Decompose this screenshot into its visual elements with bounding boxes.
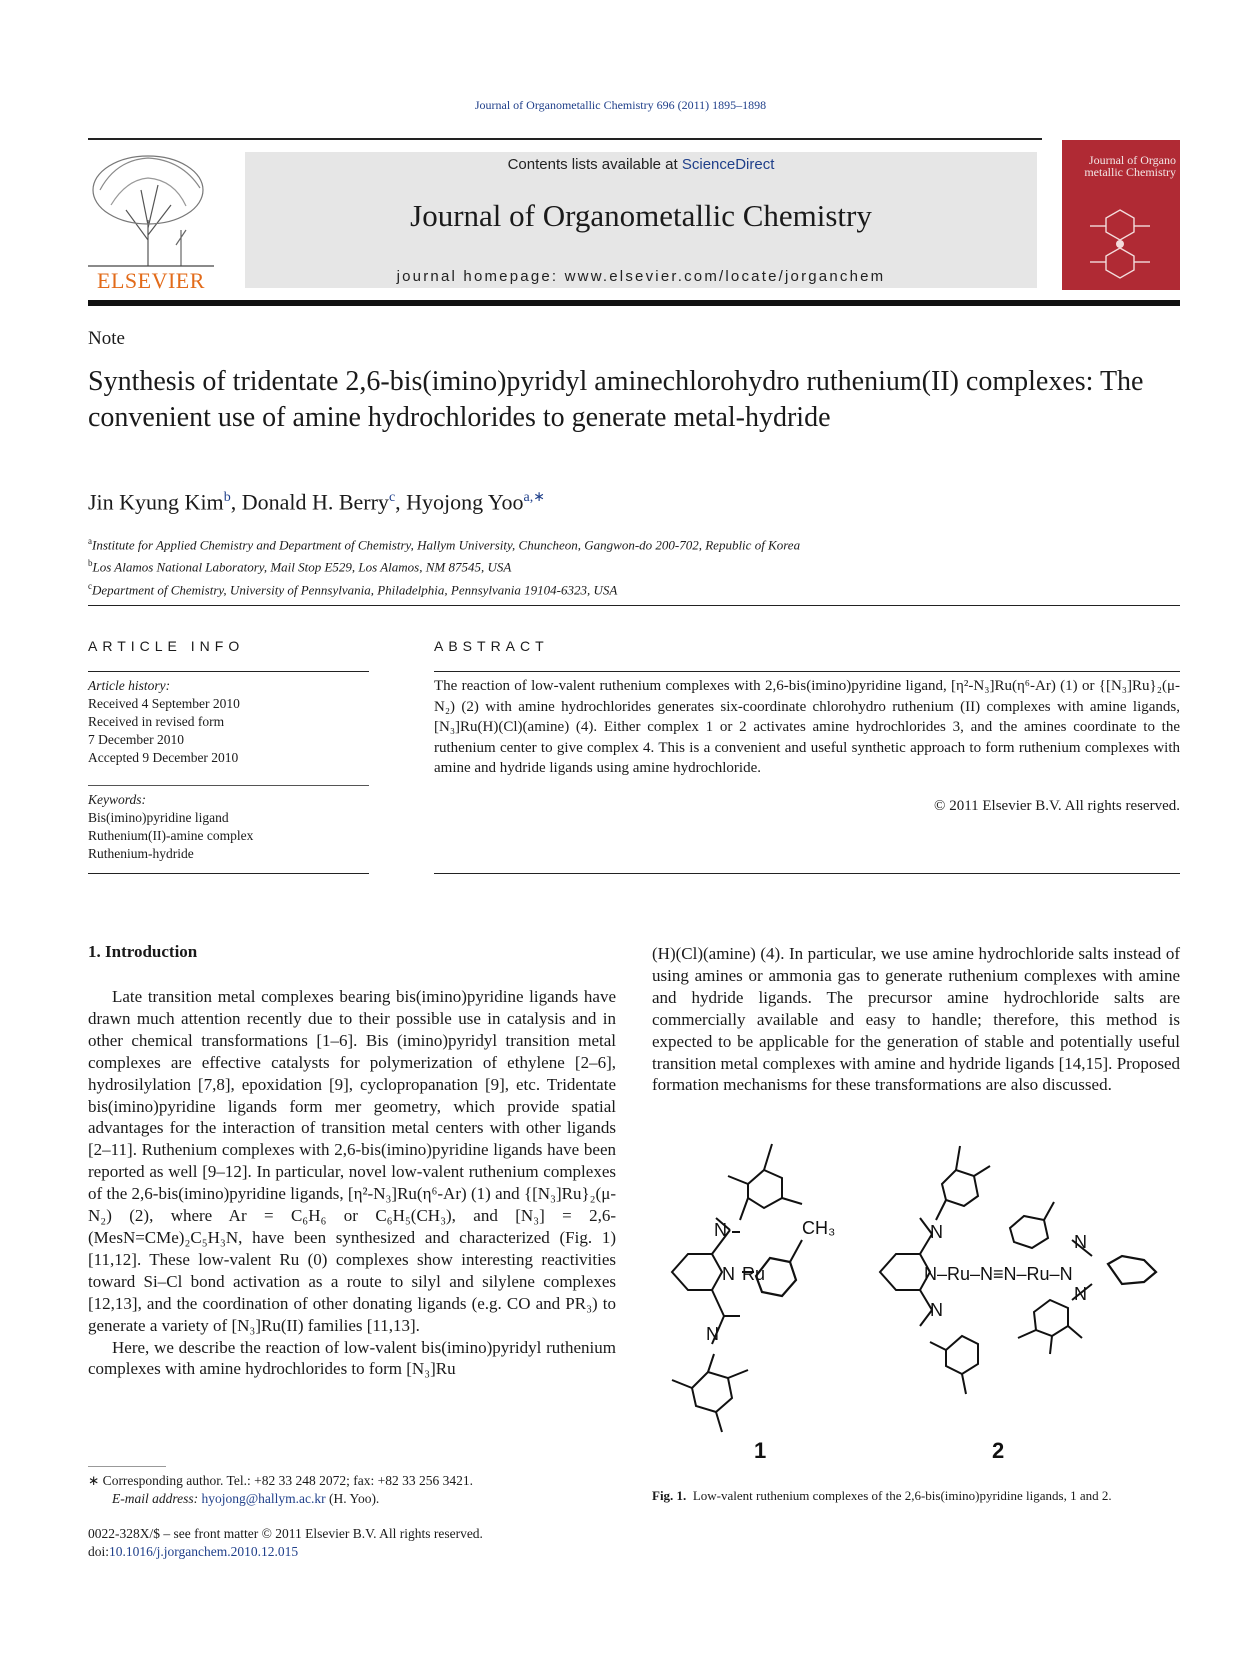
atom-label-n: N bbox=[930, 1300, 943, 1320]
elsevier-wordmark: ELSEVIER bbox=[97, 268, 205, 293]
footnote-rule bbox=[88, 1466, 166, 1467]
history-item: 7 December 2010 bbox=[88, 732, 184, 747]
compound-number: 2 bbox=[992, 1438, 1005, 1463]
figure-caption bbox=[652, 1488, 1180, 1504]
article-info-rule bbox=[88, 785, 369, 786]
journal-homepage[interactable]: journal homepage: www.elsevier.com/locate/jorganchem bbox=[396, 268, 886, 285]
affiliation: $^a$Institute for Applied Chemistry and Department of Chemistry, Hallym University, Chuncheon, Gangwon-do 200-702, Republic of Korea bbox=[88, 536, 801, 553]
dimer-core-label: N–Ru–N≡N–Ru–N bbox=[924, 1264, 1073, 1284]
methyl-label: CH₃ bbox=[802, 1218, 836, 1238]
email-link[interactable]: hyojong@hallym.ac.kr bbox=[201, 1491, 326, 1506]
abstract-text: The reaction of low-valent ruthenium complexes with 2,6-bis(imino)pyridine ligand, [η²-N₃]Ru(η⁶-Ar) (1) or {[N₃]Ru}₂(μ-N₂) (2) with amine hydrochlorides generates six-coordinate chlorohydro ruthenium (II) complexes with amine ligands, [N₃]Ru(H)(Cl)(amine) (4). Either complex 1 or 2 activates amine hydrochlorides 3, and the amines coordinate to the ruthenium center to give complex 4. This is a convenient and useful synthetic approach to form ruthenium complexes with amine and hydride ligands using amine hydrochloride. bbox=[434, 678, 1180, 776]
email-label: E-mail address: bbox=[112, 1491, 199, 1506]
running-head[interactable]: Journal of Organometallic Chemistry 696 (2011) 1895–1898 bbox=[474, 98, 767, 112]
author-name: Donald H. Berry bbox=[241, 489, 389, 515]
article-title: Synthesis of tridentate 2,6-bis(imino)pyridyl aminechlorohydro ruthenium(II) complexes: The convenient use of amine hydrochlorides to generate metal-hydride bbox=[88, 366, 1144, 433]
body-left-column bbox=[88, 986, 616, 1380]
body-paragraph: Here, we describe the reaction of low-valent bis(imino)pyridyl ruthenium complexes with amine hydrochlorides to form [N₃]Ru bbox=[88, 1337, 616, 1379]
article-history bbox=[88, 677, 240, 767]
affiliation: $^c$Department of Chemistry, University of Pennsylvania, Philadelphia, Pennsylvania 19104-6323, USA bbox=[88, 580, 618, 597]
author-name: Jin Kyung Kim bbox=[88, 489, 224, 515]
article-info-heading: ARTICLE INFO bbox=[88, 638, 245, 654]
journal-title: Journal of Organometallic Chemistry bbox=[410, 198, 872, 233]
abstract-heading: ABSTRACT bbox=[434, 638, 549, 654]
abstract-rule bbox=[434, 671, 1180, 672]
article-info-rule bbox=[88, 873, 369, 874]
body-paragraph: (H)(Cl)(amine) (4). In particular, we use amine hydrochloride salts instead of using amines or ammonia gas to generate ruthenium complexes with amine and hydride ligands. The precursor amine hydrochloride salts are commercially available and easy to handle; therefore, this method is expected to be applicable for the generation of stable and potentially useful transition metal complexes with amine and hydride ligands [14,15]. Proposed formation mechanisms for these transformations are also discussed. bbox=[652, 944, 1180, 1095]
front-matter bbox=[88, 1525, 483, 1561]
author-affil-link[interactable]: b bbox=[223, 490, 231, 505]
keywords bbox=[88, 791, 253, 863]
history-item: Received 4 September 2010 bbox=[88, 696, 240, 711]
keyword: Bis(imino)pyridine ligand bbox=[88, 810, 229, 825]
atom-label-ru: Ru bbox=[742, 1264, 766, 1284]
contents-available: Contents lists available at ScienceDirect bbox=[507, 156, 775, 173]
section-rule bbox=[88, 605, 1180, 606]
header-rule bbox=[88, 138, 1042, 140]
doi-link[interactable]: 10.1016/j.jorganchem.2010.12.015 bbox=[109, 1544, 299, 1559]
keyword: Ruthenium(II)-amine complex bbox=[88, 828, 254, 843]
atom-label-n: N bbox=[706, 1324, 719, 1344]
sciencedirect-link[interactable]: ScienceDirect bbox=[681, 156, 775, 173]
history-item: Received in revised form bbox=[88, 714, 225, 729]
atom-label-n: N bbox=[714, 1220, 727, 1240]
body-right-column bbox=[652, 943, 1180, 1096]
introduction-heading: 1. Introduction bbox=[88, 942, 198, 961]
email-suffix: (H. Yoo). bbox=[329, 1491, 380, 1506]
doi-line: doi:10.1016/j.jorganchem.2010.12.015 bbox=[88, 1544, 299, 1559]
issn-line: 0022-328X/$ – see front matter © 2011 Elsevier B.V. All rights reserved. bbox=[88, 1526, 483, 1541]
article-info-rule bbox=[88, 671, 369, 672]
abstract-rule bbox=[434, 873, 1180, 874]
affiliations bbox=[88, 532, 800, 599]
author-affil-link[interactable]: c bbox=[388, 490, 396, 505]
corresponding-author: ∗ Corresponding author. Tel.: +82 33 248 2072; fax: +82 33 256 3421. bbox=[88, 1473, 473, 1488]
article-type: Note bbox=[88, 328, 125, 349]
figure-1-structures bbox=[652, 1140, 1180, 1480]
corresponding-author-footnote bbox=[88, 1472, 473, 1508]
banner-bottom-rule bbox=[88, 300, 1180, 306]
keyword: Ruthenium-hydride bbox=[88, 846, 194, 861]
cover-title: Journal of Organo metallic Chemistry bbox=[1084, 153, 1176, 179]
body-paragraph: Late transition metal complexes bearing bis(imino)pyridine ligands have drawn much attention recently due to their possible use in catalysis and in other chemical transformations [1–6]. Bis (imino)pyridyl transition metal complexes are effective catalysts for polymerization of ethylene [2–6], hydrosilylation [7,8], epoxidation [9], cyclopropanation [9], etc. Tridentate bis(imino)pyridine ligands form mer geometry, which provide spatial advantages for the interaction of transition metal centers with other ligands [2–11]. Ruthenium complexes with 2,6-bis(imino)pyridine ligands have been reported as well [9–12]. In particular, novel low-valent ruthenium complexes of the 2,6-bis(imino)pyridine ligands, [η²-N₃]Ru(η⁶-Ar) (1) and {[N₃]Ru}₂(μ-N₂) (2), where Ar = C₆H₆ or C₆H₅(CH₃), and [N₃] = 2,6-(MesN=CMe)₂C₅H₃N, have been synthesized and characterized (Fig. 1) [11,12]. These low-valent Ru (0) complexes show interesting reactivities toward Si–Cl bond activation as a route to silyl and silylene complexes [12,13], and the coordination of other donating ligands (e.g. CO and PR₃) to generate a variety of [N₃]Ru(II) families [11,13]. bbox=[88, 987, 616, 1335]
compound-number: 1 bbox=[754, 1438, 767, 1463]
author-list: Jin Kyung Kim$^b$, Donald H. Berry$^c$, Hyojong Yoo$^{a,∗}$ bbox=[88, 489, 545, 515]
history-item: Accepted 9 December 2010 bbox=[88, 750, 239, 765]
journal-cover-thumbnail bbox=[1062, 140, 1180, 290]
affiliation: $^b$Los Alamos National Laboratory, Mail Stop E529, Los Alamos, NM 87545, USA bbox=[88, 558, 512, 575]
atom-label-n: N bbox=[1074, 1232, 1087, 1252]
figure-caption-text: Low-valent ruthenium complexes of the 2,6-bis(imino)pyridine ligands, 1 and 2. bbox=[692, 1488, 1112, 1503]
author-name: Hyojong Yoo bbox=[406, 489, 524, 515]
keywords-label: Keywords: bbox=[88, 792, 146, 807]
abstract-copyright: © 2011 Elsevier B.V. All rights reserved. bbox=[934, 798, 1180, 814]
journal-banner bbox=[245, 152, 1037, 288]
history-label: Article history: bbox=[88, 678, 171, 693]
atom-label-n: N bbox=[930, 1222, 943, 1242]
author-affil-link[interactable]: a,∗ bbox=[523, 490, 545, 505]
figure-caption-label: Fig. 1. bbox=[652, 1488, 687, 1503]
atom-label-n: N bbox=[722, 1264, 735, 1284]
atom-label-n: N bbox=[1074, 1284, 1087, 1304]
